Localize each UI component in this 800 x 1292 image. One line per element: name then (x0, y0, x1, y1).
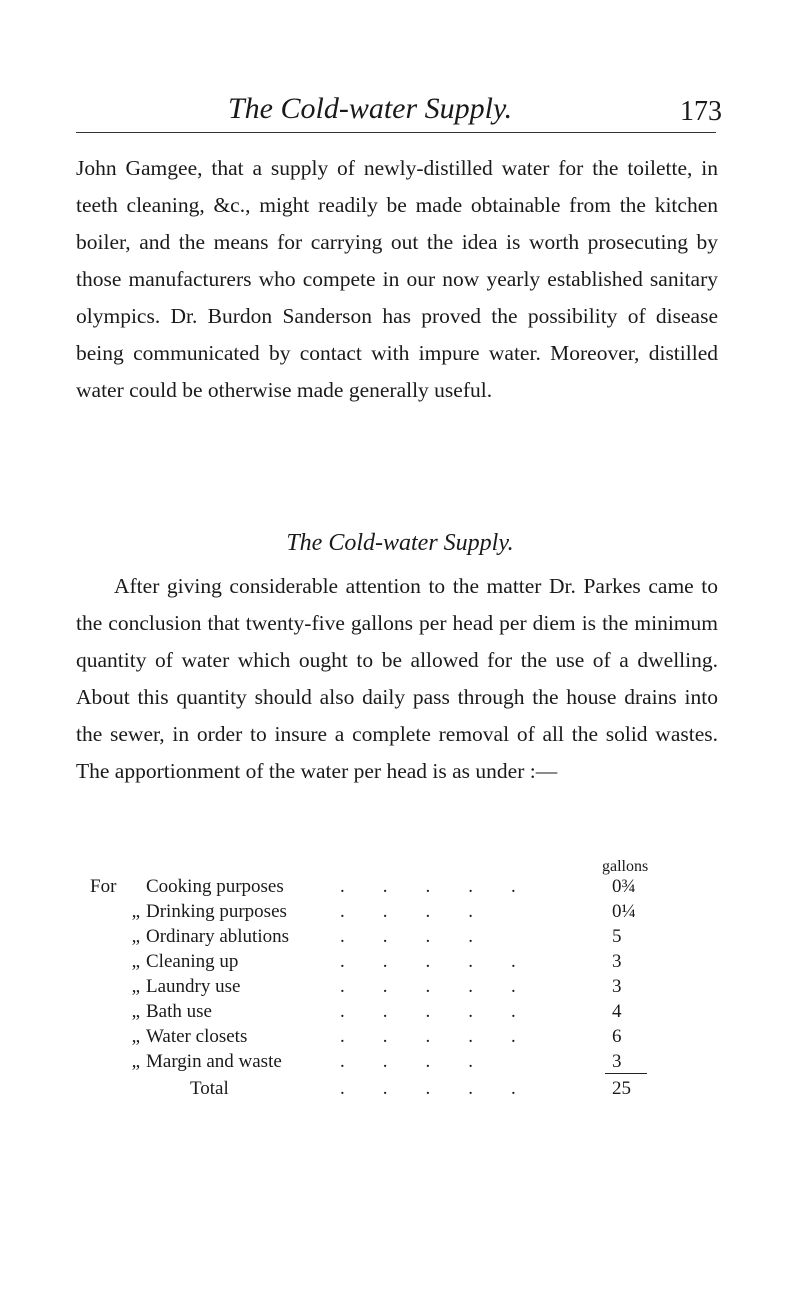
row-value: 0¾ (612, 876, 636, 897)
table-row (90, 901, 730, 925)
page-number: 173 (680, 96, 722, 127)
table-row (90, 876, 730, 900)
row-label: Cleaning up (146, 951, 239, 972)
table-row (90, 1001, 730, 1025)
table-row (90, 1051, 730, 1075)
leader-dots: ..... (340, 876, 554, 897)
row-prefix: „ (131, 901, 140, 922)
row-prefix: „ (131, 976, 140, 997)
leader-dots: ..... (340, 951, 554, 972)
paragraph-2: After giving considerable attention to the matter Dr. Parkes came to the conclusion that twenty-five gallons per head per diem is the minimum quantity of water which ought to be allowed for the use of a dwelling. About this quantity should also daily pass through the house drains into the sewer, in order to insure a complete removal of all the solid wastes. The apportionment of the water per head is as under :— (76, 574, 718, 783)
table-row (90, 926, 730, 950)
row-prefix: „ (131, 1051, 140, 1072)
total-value: 25 (612, 1078, 631, 1099)
row-value: 3 (612, 951, 622, 972)
paragraph-1: John Gamgee, that a supply of newly-distilled water for the toilette, in teeth cleaning, &c., might readily be made obtainable from the kitchen boiler, and the means for carrying out the idea is worth prosecuting by those manufacturers who compete in our now yearly established sanitary olympics. Dr. Burdon Sanderson has proved the possibility of disease being communicated by contact with impure water. Moreover, distilled water could be otherwise made generally useful. (76, 156, 718, 402)
leader-dots: ..... (340, 1078, 554, 1099)
unit-label: gallons (602, 858, 649, 875)
table-row (90, 1026, 730, 1050)
row-value: 4 (612, 1001, 622, 1022)
row-value: 0¼ (612, 901, 636, 922)
row-label: Water closets (146, 1026, 248, 1047)
section-heading: The Cold-water Supply. (286, 530, 514, 556)
row-label: Cooking purposes (146, 876, 284, 897)
leader-dots: ..... (340, 1001, 554, 1022)
row-label: Ordinary ablutions (146, 926, 290, 947)
row-label: Laundry use (146, 976, 241, 997)
row-value: 3 (612, 976, 622, 997)
row-prefix: „ (131, 1026, 140, 1047)
leader-dots: .... (340, 901, 511, 922)
page-header (0, 80, 800, 140)
leader-dots: ..... (340, 976, 554, 997)
row-label: Drinking purposes (146, 901, 287, 922)
header-rule (76, 132, 716, 133)
row-value: 3 (612, 1051, 622, 1072)
row-value: 6 (612, 1026, 622, 1047)
total-row (90, 1078, 730, 1102)
row-prefix: „ (131, 926, 140, 947)
row-value: 5 (612, 926, 622, 947)
row-label: Bath use (146, 1001, 212, 1022)
row-prefix: For (90, 876, 117, 897)
total-rule (605, 1073, 647, 1074)
row-label: Margin and waste (146, 1051, 282, 1072)
table-row (90, 951, 730, 975)
total-label: Total (190, 1078, 229, 1099)
leader-dots: .... (340, 1051, 511, 1072)
row-prefix: „ (131, 1001, 140, 1022)
leader-dots: .... (340, 926, 511, 947)
row-prefix: „ (131, 951, 140, 972)
leader-dots: ..... (340, 1026, 554, 1047)
table-row (90, 976, 730, 1000)
running-title: The Cold-water Supply. (228, 92, 513, 125)
